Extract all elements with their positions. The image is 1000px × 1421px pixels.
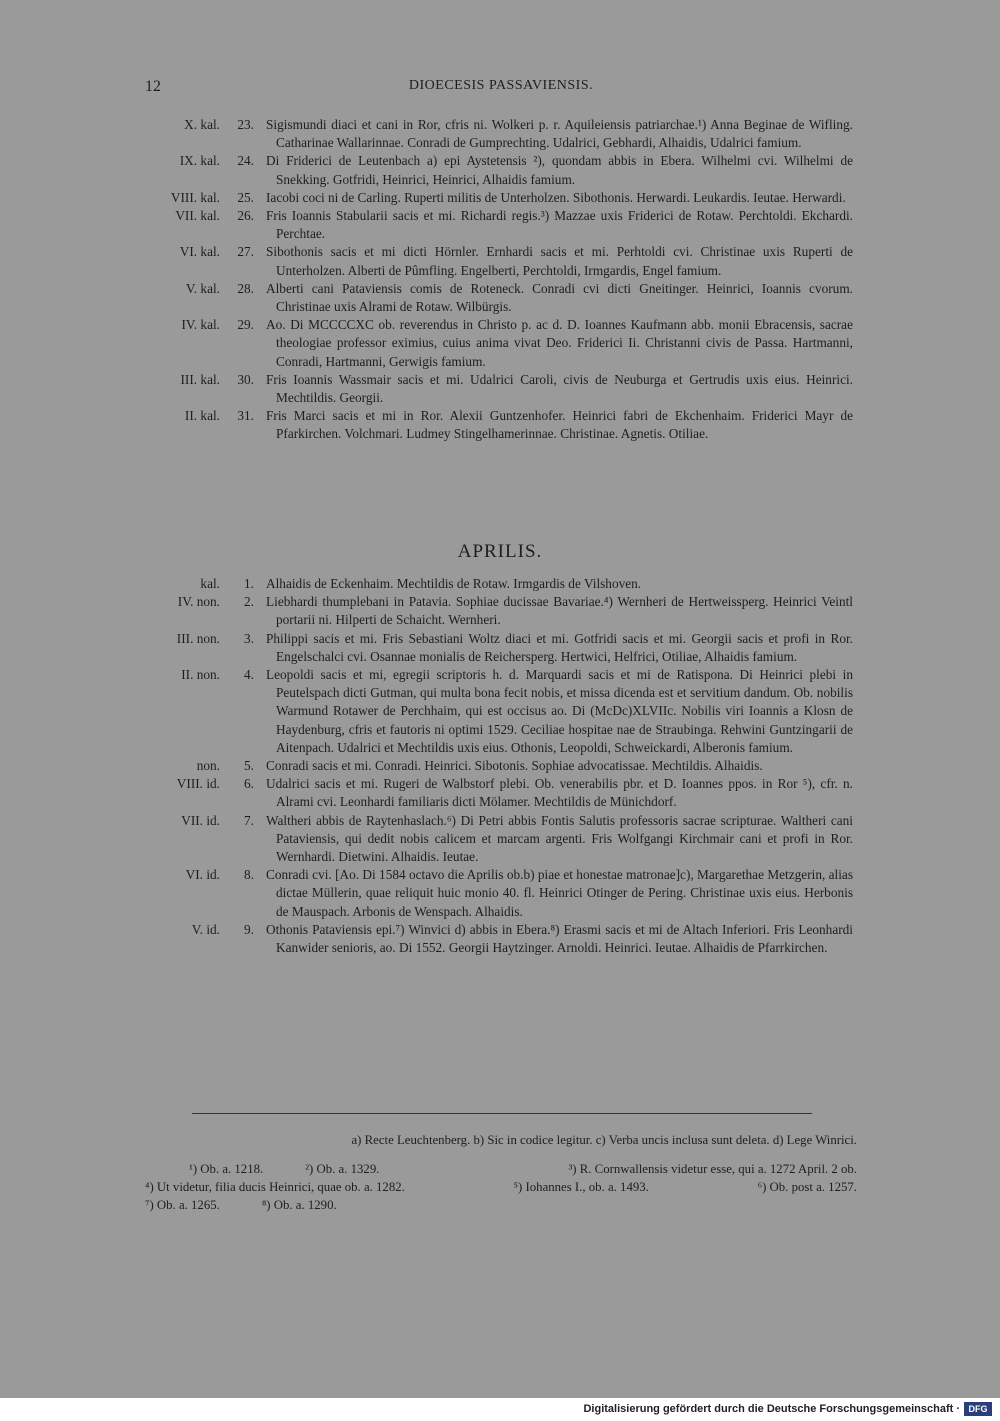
entry-text: Udalrici sacis et mi. Rugeri de Walbstorf plebi. Ob. venerabilis pbr. et D. Ioannes ppos. in Ror ⁵), cfr. n. Alrami cvi. Leonhardi familiaris dicti Mölamer. Mechtildis de Münichdorf. (266, 776, 853, 810)
entry-text: Iacobi coci ni de Carling. Ruperti militis de Unterholzen. Sibothonis. Herwardi. Leukardis. Ieutae. Herwardi. (266, 189, 846, 205)
footnote: ¹) Ob. a. 1218. (189, 1162, 264, 1176)
calendar-entry (150, 666, 855, 757)
calendar-entry (150, 371, 855, 407)
day-number: 24. (237, 153, 254, 169)
entry-text: Ao. Di MCCCCXC ob. reverendus in Christo p. ac d. D. Ioannes Kaufmann abb. monii Ebracensis, sacrae theologiae professor eximius, cuius anima vivat Deo. Friderici Ii. Christanni civis de Passa. Hartmanni, Conradi, Hartmanni, Gerwigis famium. (266, 317, 853, 369)
entry-text: Sibothonis sacis et mi dicti Hörnler. Ernhardi sacis et mi. Perhtoldi cvi. Christinae uxis Ruperti de Unterholzen. Alberti de Pûmfling. Engelberti, Perchtoldi, Irmgardis, Engel famium. (266, 244, 853, 278)
entry-text: Sigismundi diaci et cani in Ror, cfris ni. Wolkeri p. r. Aquileiensis patriarchae.¹) Anna Beginae de Wifling. Catharinae Wallarinnae. Conradi de Gumprechting. Udalrici, Gebhardi, Alhaidis, Udalrici famium. (266, 117, 853, 151)
calendar-entry (150, 575, 855, 593)
footnote-line (145, 1178, 857, 1196)
roman-date: non. (196, 758, 220, 774)
calendar-entry (150, 866, 855, 921)
day-number: 2. (244, 594, 254, 610)
footnote-divider (192, 1113, 812, 1114)
roman-date: VI. id. (185, 867, 220, 883)
dfg-logo-icon: DFG (964, 1402, 992, 1416)
day-number: 3. (244, 630, 254, 646)
entry-text: Philippi sacis et mi. Fris Sebastiani Woltz diaci et mi. Gotfridi sacis et mi. Georgii sacis et profi in Ror. Engelschalci cvi. Osannae monialis de Reichersperg. Hertwici, Helfrici, Otiliae, Alhaidis famium. (266, 630, 853, 664)
day-number: 4. (244, 667, 254, 683)
entry-text: Conradi sacis et mi. Conradi. Heinrici. Sibotonis. Sophiae advocatissae. Mechtildis. Alhaidis. (266, 758, 763, 774)
footnote-line (145, 1160, 857, 1178)
footnote-line (145, 1196, 857, 1214)
entry-text: Alhaidis de Eckenhaim. Mechtildis de Rotaw. Irmgardis de Vilshoven. (266, 576, 642, 591)
roman-date: kal. (200, 576, 220, 591)
footnote: ²) Ob. a. 1329. (305, 1162, 380, 1176)
footnote: ⁴) Ut videtur, filia ducis Heinrici, quae ob. a. 1282. (145, 1180, 405, 1194)
roman-date: II. non. (181, 667, 220, 683)
march-entries (150, 116, 855, 444)
calendar-entry (150, 152, 855, 188)
numbered-footnotes (145, 1160, 857, 1214)
calendar-entry (150, 189, 855, 207)
month-heading: APRILIS. (457, 541, 543, 562)
footnote: ³) R. Cornwallensis videtur esse, qui a. 1272 April. 2 ob. (568, 1162, 857, 1176)
roman-date: VI. kal. (179, 244, 220, 260)
day-number: 5. (244, 758, 254, 774)
day-number: 26. (237, 208, 254, 224)
footnote: ⁵) Iohannes I., ob. a. 1493. (513, 1180, 649, 1194)
day-number: 1. (244, 576, 254, 591)
day-number: 30. (237, 371, 254, 387)
calendar-entry (150, 407, 855, 443)
footnote: ⁷) Ob. a. 1265. (145, 1198, 220, 1212)
entry-text: Liebhardi thumplebani in Patavia. Sophiae ducissae Bavariae.⁴) Wernheri de Hertweissperg. Heinrici Veintl portarii ni. Hilperti de Schaicht. Wernheri. (266, 594, 853, 628)
calendar-entry (150, 593, 855, 629)
funding-text: Digitalisierung gefördert durch die Deutsche Forschungsgemeinschaft · (583, 1403, 960, 1415)
calendar-entry (150, 921, 855, 957)
calendar-entry (150, 207, 855, 243)
calendar-entry (150, 630, 855, 666)
day-number: 7. (244, 812, 254, 828)
day-number: 23. (237, 117, 254, 132)
roman-date: IV. non. (177, 594, 220, 610)
roman-date: II. kal. (184, 408, 220, 424)
roman-date: VIII. id. (176, 776, 220, 792)
roman-date: III. non. (176, 630, 220, 646)
roman-date: VIII. kal. (170, 189, 220, 205)
day-number: 27. (237, 244, 254, 260)
entry-text: Othonis Pataviensis epi.⁷) Winvici d) abbis in Ebera.⁸) Erasmi sacis et mi de Altach Inferiori. Fris Leonhardi Kanwider senioris, ao. Di 1552. Georgii Haytzinger. Arnoldi. Heinrici. Ieutae. Alhaidis de Pfarrkirchen. (266, 921, 853, 956)
calendar-entry (150, 280, 855, 316)
roman-date: V. id. (191, 921, 220, 937)
roman-date: X. kal. (184, 117, 220, 132)
roman-date: VII. kal. (175, 208, 220, 224)
roman-date: V. kal. (185, 280, 220, 296)
day-number: 8. (244, 867, 254, 883)
day-number: 31. (237, 408, 254, 424)
roman-date: IX. kal. (179, 153, 220, 169)
day-number: 25. (237, 189, 254, 205)
calendar-entry (150, 316, 855, 371)
roman-date: III. kal. (180, 371, 220, 387)
page-header (145, 78, 857, 100)
entry-text: Conradi cvi. [Ao. Di 1584 octavo die Aprilis ob.b) piae et honestae matronae]c), Margarethae Metzgerin, alias dictae Müllerin, quae reliquit huic monio 40. fl. Heinrici Otinger de Pering. Christinae uxis eius. Herbonis de Mauspach. Arbonis de Wenspach. Alhaidis. (266, 867, 853, 919)
day-number: 6. (244, 776, 254, 792)
calendar-entry (150, 757, 855, 775)
entry-text: Waltheri abbis de Raytenhaslach.⁶) Di Petri abbis Fontis Salutis professoris sacrae scripturae. Waltheri cani Pataviensis, qui dedit nobis calicem et marcam argenti. Fris Wolfgangi Kirchmair cani et profi in Ror. Wernhardi. Dietwini. Alhaidis. Ieutae. (266, 812, 853, 865)
alpha-footnotes: a) Recte Leuchtenberg. b) Sic in codice legitur. c) Verba uncis inclusa sunt deleta. d) Lege Winrici. (351, 1133, 857, 1147)
day-number: 28. (237, 280, 254, 296)
footnote: ⁶) Ob. post a. 1257. (757, 1180, 857, 1194)
entry-text: Leopoldi sacis et mi, egregii scriptoris h. d. Marquardi sacis et mi de Ratispona. Di Heinrici plebi in Peutelspach dicti Gutman, qui multa bona fecit nobis, et missa dicenda est et servitium dandum. Ob. nobilis Warmund Rotawer de Perchhaim, qui est occisus ao. Di (McDc)XLVIIc. Nobilis viri Ioannis a Klosn de Haydenburg, cfris et fautoris ni optimi 1529. Ceciliae hospitae nae de Straubinga. Rehwini Guntzingarii de Aitenpach. Udalrici et Mechtildis uxis eius. Othonis, Leopoldi, Schweickardi, Alberonis famium. (266, 667, 853, 755)
calendar-entry (150, 116, 855, 152)
page-number: 12 (145, 78, 161, 95)
day-number: 9. (244, 921, 254, 937)
entry-text: Alberti cani Pataviensis comis de Roteneck. Conradi cvi dicti Gneitinger. Heinrici, Ioannis cvorum. Christinae uxis Alrami de Rotaw. Wilbürgis. (266, 280, 853, 315)
footnote: ⁸) Ob. a. 1290. (261, 1198, 337, 1212)
funding-banner (0, 1398, 1000, 1421)
roman-date: VII. id. (181, 812, 220, 828)
entry-text: Fris Ioannis Stabularii sacis et mi. Richardi regis.³) Mazzae uxis Friderici de Rotaw. Perchtoldi. Ekchardi. Perchtae. (266, 208, 853, 242)
calendar-entry (150, 812, 855, 867)
entry-text: Fris Ioannis Wassmair sacis et mi. Udalrici Caroli, civis de Neuburga et Gertrudis uxis eius. Heinrici. Mechtildis. Georgii. (266, 371, 853, 406)
april-entries (150, 575, 855, 957)
entry-text: Fris Marci sacis et mi in Ror. Alexii Guntzenhofer. Heinrici fabri de Ekchenhaim. Friderici Mayr de Pfarkirchen. Volchmari. Ludmey Stingelhamerinnae. Christinae. Agnetis. Otiliae. (266, 408, 853, 442)
roman-date: IV. kal. (181, 317, 220, 333)
entry-text: Di Friderici de Leutenbach a) epi Aystetensis ²), quondam abbis in Ebera. Wilhelmi cvi. Wilhelmi de Snekking. Gotfridi, Heinrici, Heinrici, Alhaidis famium. (266, 153, 853, 187)
running-title: DIOECESIS PASSAVIENSIS. (408, 78, 594, 93)
calendar-entry (150, 775, 855, 811)
day-number: 29. (237, 317, 254, 333)
calendar-entry (150, 243, 855, 279)
